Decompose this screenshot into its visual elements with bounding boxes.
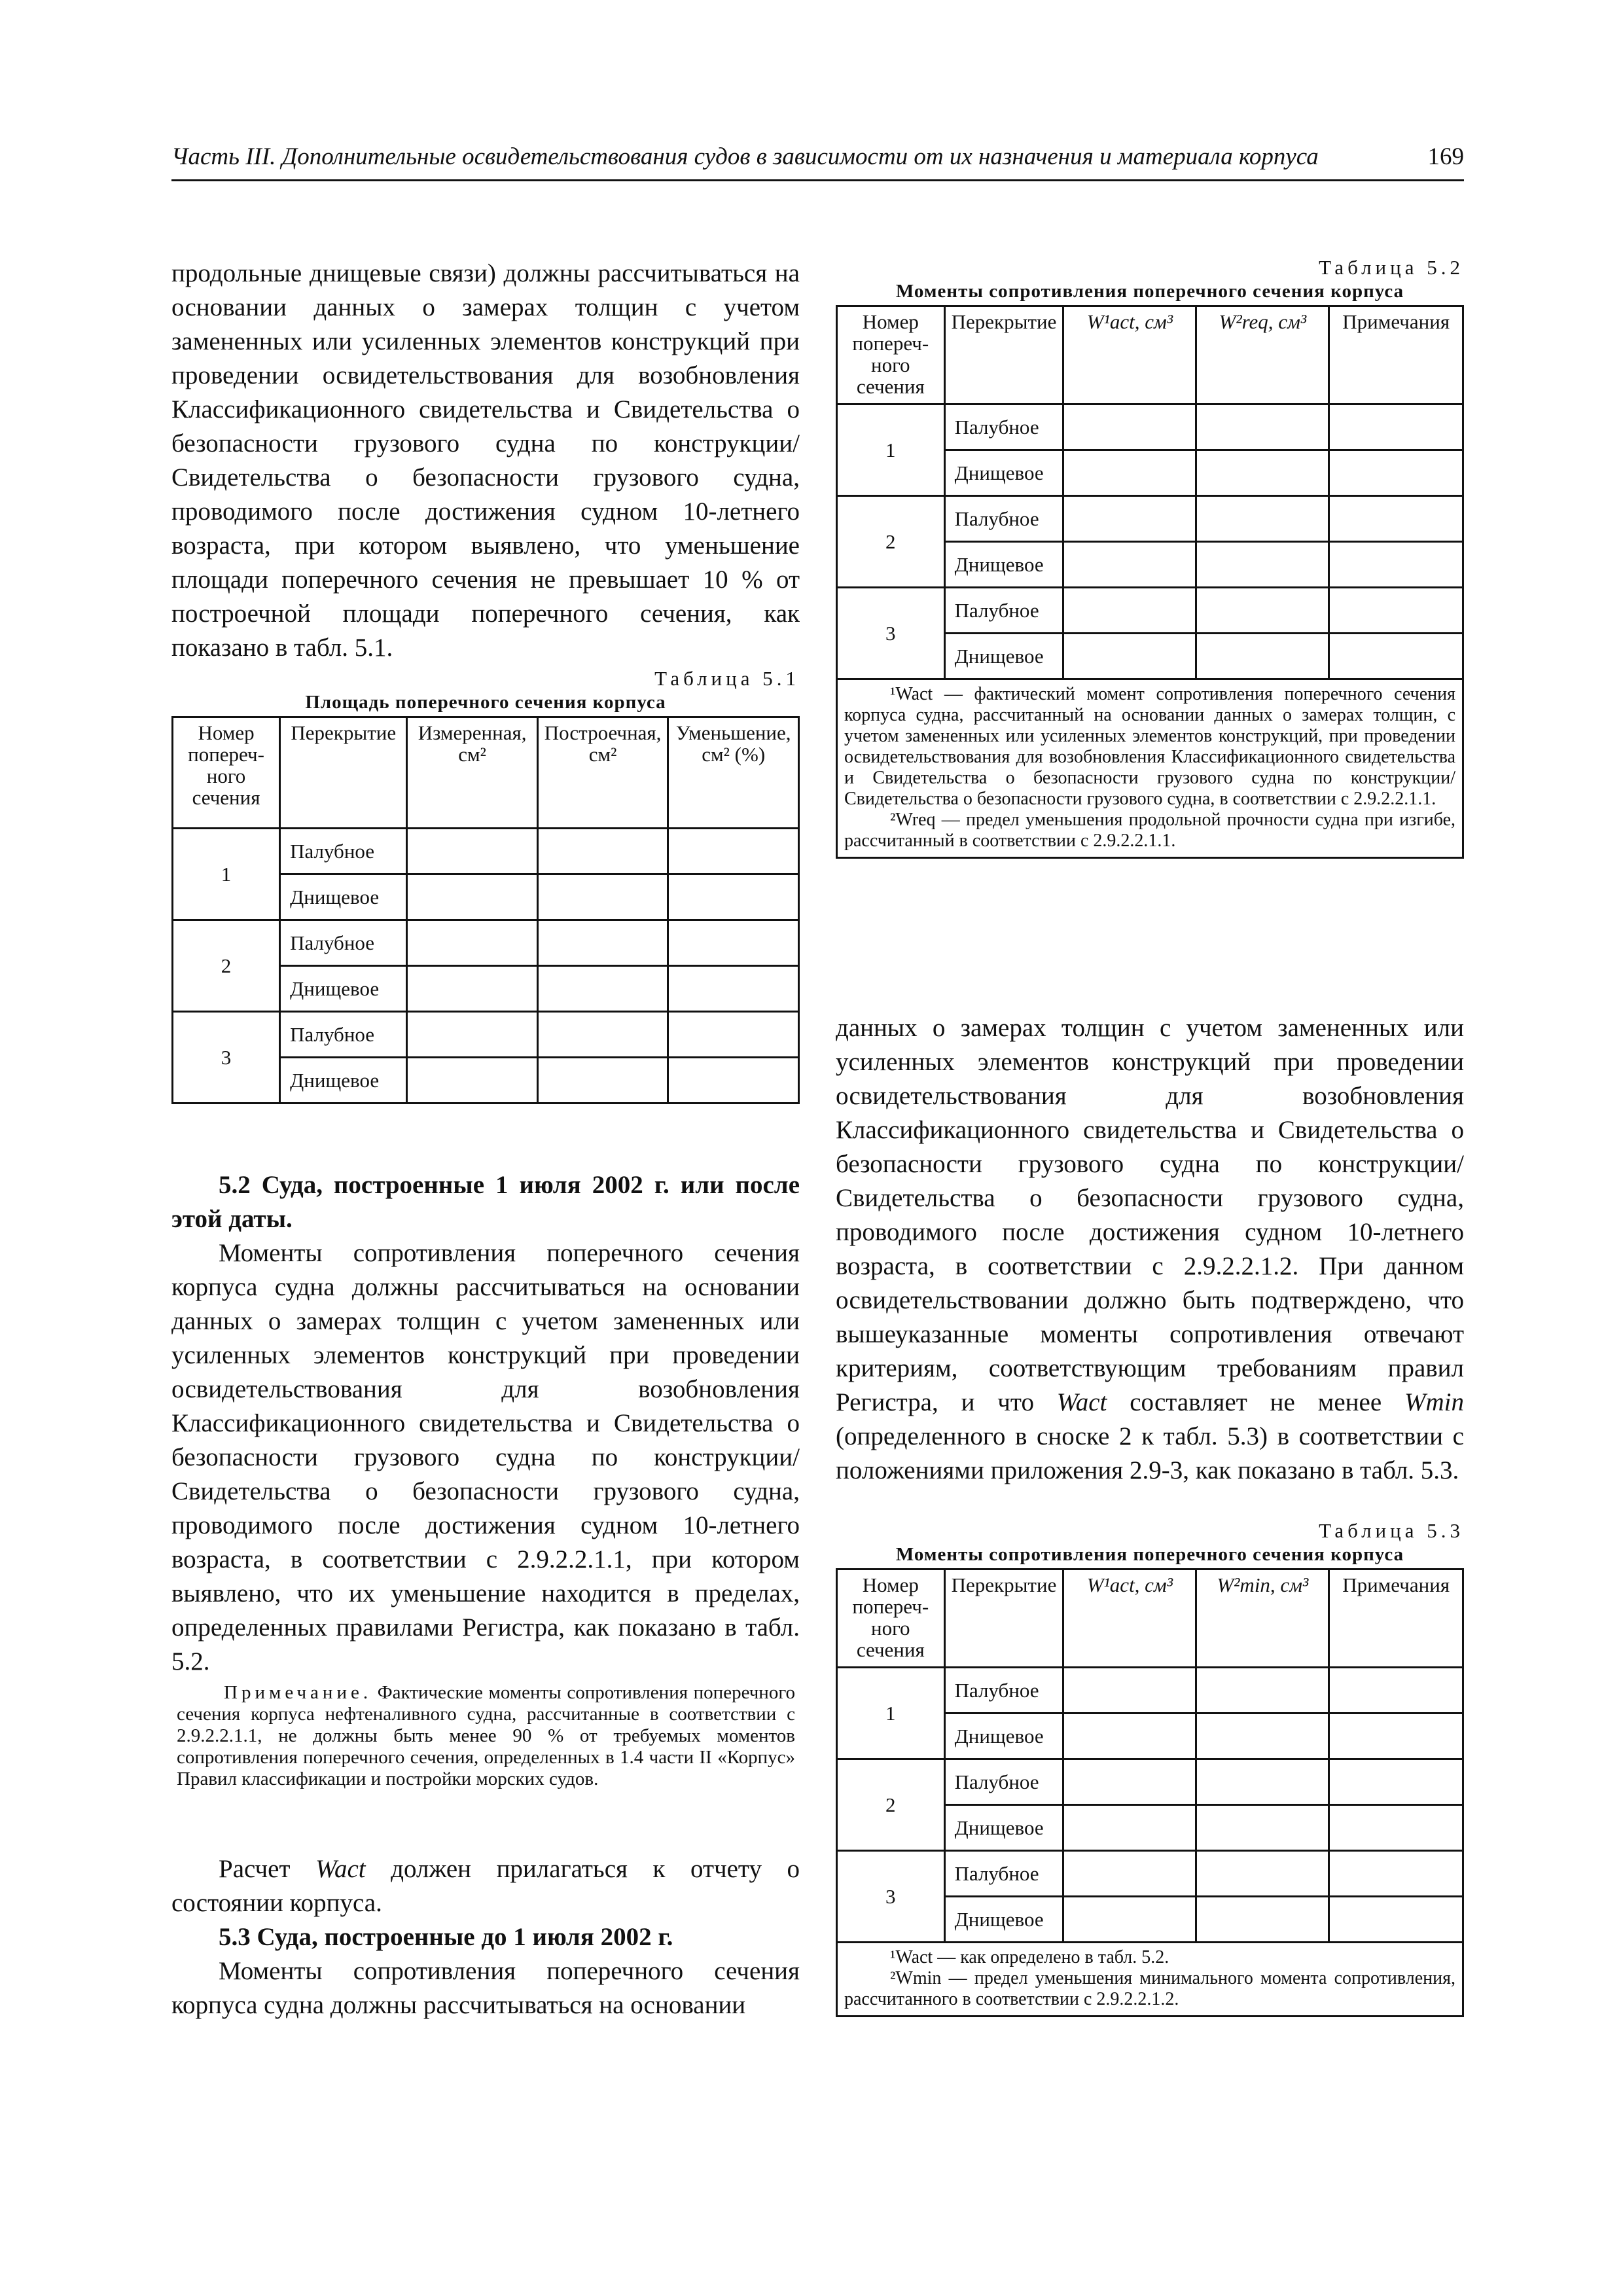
deck-label: Палубное [944,1668,1063,1713]
table-5-3-title: Моменты сопротивления поперечного сечения корпуса [895,1544,1404,1565]
deck-label: Палубное [280,829,407,874]
data-cell [1196,1805,1329,1851]
table-header-cell: W¹act, см³ [1063,306,1196,404]
data-cell [1196,1713,1329,1759]
data-cell [1329,496,1463,542]
data-cell [407,1058,537,1103]
deck-label: Палубное [280,920,407,966]
deck-label: Палубное [944,496,1063,542]
section-heading: 5.2 Суда, построенные 1 июля 2002 г. или после этой даты. [171,1171,800,1233]
footnote-2: ²Wmin — предел уменьшения минимального момента сопротивления, рассчитанного в соответствии с 2.9.2.2.1.2. [844,1968,1455,2009]
table-header-cell: Перекрытие [944,1570,1063,1668]
data-cell [1196,634,1329,679]
table-header-cell: W²req, см³ [1196,306,1329,404]
table-footnotes [837,1943,1463,2017]
data-cell [537,966,668,1012]
continuation-mid: составляет не менее [1107,1388,1404,1416]
data-cell [1063,404,1196,450]
data-cell [1063,1668,1196,1713]
wact-symbol: Wact [1056,1388,1107,1416]
continuation-post: (определенного в сноске 2 к табл. 5.3) в соответствии с положениями приложения 2.9-3, как показано в табл. 5.3. [836,1422,1464,1484]
data-cell [537,920,668,966]
note-text: Фактические моменты сопротивления поперечного сечения корпуса нефтеналивного судна, рассчитанные в соответствии с 2.9.2.2.1.1, не должны быть менее 90 % от требуемых моментов сопротивления поперечного сечения, определенных в 1.4 части II «Корпус» Правил классификации и постройки морских судов. [177,1682,795,1789]
data-cell [668,874,799,920]
table-header-cell: W¹act, см³ [1063,1570,1196,1668]
table-5-3-block [836,1518,1464,2017]
deck-label: Палубное [944,588,1063,634]
table-5-3 [836,1568,1464,2017]
footnote-2: ²Wreq — предел уменьшения продольной прочности судна при изгибе, рассчитанный в соответствии с 2.9.2.2.1.1. [844,810,1455,851]
data-cell [1063,634,1196,679]
section-number: 3 [837,588,945,679]
table-footnotes [837,679,1463,858]
running-header-title: Часть III. Дополнительные освидетельствования судов в зависимости от их назначения и материала корпуса [171,143,1319,170]
running-header [171,143,1464,181]
calc-pre: Расчет [219,1855,316,1883]
deck-label: Днищевое [280,1058,407,1103]
section-number: 3 [837,1851,945,1943]
table-header-cell: Примечания [1329,306,1463,404]
data-cell [1063,496,1196,542]
data-cell [407,874,537,920]
table-5-2-number: Таблица 5.2 [1319,256,1464,279]
page-number: 169 [1427,143,1464,170]
continuation-paragraph [836,1011,1464,1488]
data-cell [1329,1668,1463,1713]
data-cell [1063,1897,1196,1943]
deck-label: Днищевое [944,634,1063,679]
table-header-cell: Перекрытие [944,306,1063,404]
data-cell [1329,588,1463,634]
table-5-1-block [171,666,800,1104]
data-cell [407,829,537,874]
data-cell [407,1012,537,1058]
table-header-cell: Номер попереч-ного сечения [837,1570,945,1668]
footnote-1: ¹Wact — как определено в табл. 5.2. [890,1947,1169,1967]
data-cell [537,829,668,874]
table-5-2-title: Моменты сопротивления поперечного сечения корпуса [895,281,1404,302]
table-header-cell: Перекрытие [280,717,407,829]
section-number: 1 [837,1668,945,1759]
note-label: Примечание. [224,1682,372,1703]
table-header-cell: Уменьшение, см² (%) [668,717,799,829]
table-5-1-title: Площадь поперечного сечения корпуса [305,692,666,713]
data-cell [537,874,668,920]
section-number: 1 [173,829,280,920]
data-cell [668,966,799,1012]
data-cell [1063,1805,1196,1851]
data-cell [1329,542,1463,588]
data-cell [407,966,537,1012]
data-cell [1196,1851,1329,1897]
deck-label: Днищевое [944,1713,1063,1759]
footnote-1: ¹Wact — фактический момент сопротивления поперечного сечения корпуса судна, рассчитанный на основании данных о замерах толщин, с учетом замененных или усиленных элементов конструкций, при проведении освидетельствования для возобновления Классификационного свидетельства и Свидетельства о безопасности грузового судна по конструкции/ Свидетельства о безопасности грузового судна, в соответствии с 2.9.2.2.1.1. [844,684,1455,809]
data-cell [1063,1713,1196,1759]
deck-label: Днищевое [280,966,407,1012]
deck-label: Палубное [280,1012,407,1058]
table-header-cell: W²min, см³ [1196,1570,1329,1668]
deck-label: Палубное [944,1851,1063,1897]
wact-symbol: Wact [315,1855,366,1883]
deck-label: Днищевое [944,1805,1063,1851]
data-cell [1063,450,1196,496]
section-number: 2 [173,920,280,1012]
table-header-cell: Номер попереч-ного сечения [837,306,945,404]
data-cell [1196,496,1329,542]
table-5-1 [171,716,800,1104]
data-cell [1196,450,1329,496]
table-5-2-block [836,255,1464,859]
calc-post: должен прилагаться к отчету о состоянии корпуса. [171,1855,800,1917]
table-header-cell: Номер попереч-ного сечения [173,717,280,829]
data-cell [1196,588,1329,634]
section-heading: 5.3 Суда, построенные до 1 июля 2002 г. [219,1923,673,1951]
calc-paragraph [171,1852,800,1920]
table-5-1-number: Таблица 5.1 [654,667,800,690]
section-number: 2 [837,1759,945,1851]
right-column-text [836,1011,1464,1488]
deck-label: Палубное [944,1759,1063,1805]
section-5-2 [171,1168,800,1679]
data-cell [1196,404,1329,450]
data-cell [1329,1897,1463,1943]
data-cell [1329,1851,1463,1897]
table-5-3-number: Таблица 5.3 [1319,1519,1464,1542]
data-cell [1329,450,1463,496]
data-cell [1196,1668,1329,1713]
data-cell [668,1058,799,1103]
section-paragraph: Моменты сопротивления поперечного сечения корпуса судна должны рассчитываться на основании данных о замерах толщин с учетом замененных или усиленных элементов конструкций при проведении освидетельствования для возобновления Классификационного свидетельства и Свидетельства о безопасности грузового судна по конструкции/ Свидетельства о безопасности грузового судна, проводимого после достижения судном 10-летнего возраста, в соответствии с 2.9.2.2.1.1, при котором выявлено, что их уменьшение находится в пределах, определенных правилами Регистра, как показано в табл. 5.2. [171,1239,800,1676]
deck-label: Днищевое [280,874,407,920]
data-cell [1329,1805,1463,1851]
deck-label: Днищевое [944,450,1063,496]
data-cell [668,920,799,966]
deck-label: Днищевое [944,542,1063,588]
data-cell [1329,404,1463,450]
data-cell [1196,542,1329,588]
data-cell [1329,1759,1463,1805]
left-column-intro [171,257,800,665]
data-cell [1063,588,1196,634]
note-block [177,1682,795,1790]
data-cell [537,1012,668,1058]
section-number: 1 [837,404,945,496]
section-number: 3 [173,1012,280,1103]
data-cell [1063,1759,1196,1805]
data-cell [537,1058,668,1103]
table-5-2 [836,305,1464,859]
section-5-3 [171,1852,800,2022]
deck-label: Палубное [944,404,1063,450]
intro-paragraph: продольные днищевые связи) должны рассчитываться на основании данных о замерах толщин с учетом замененных или усиленных элементов конструкций при проведении освидетельствования для возобновления Классификационного свидетельства и Свидетельства о безопасности грузового судна по конструкции/Свидетельства о безопасности грузового судна, проводимого после достижения судном 10-летнего возраста, при котором выявлено, что уменьшение площади поперечного сечения не превышает 10 % от построечной площади поперечного сечения, как показано в табл. 5.1. [171,259,800,662]
data-cell [1196,1897,1329,1943]
section-number: 2 [837,496,945,588]
section-paragraph: Моменты сопротивления поперечного сечения корпуса судна должны рассчитываться на основании [171,1957,800,2019]
table-header-cell: Измеренная, см² [407,717,537,829]
wmin-symbol: Wmin [1404,1388,1464,1416]
data-cell [668,1012,799,1058]
data-cell [1329,634,1463,679]
table-header-cell: Построечная, см² [537,717,668,829]
data-cell [1063,1851,1196,1897]
table-header-cell: Примечания [1329,1570,1463,1668]
data-cell [668,829,799,874]
data-cell [1196,1759,1329,1805]
deck-label: Днищевое [944,1897,1063,1943]
data-cell [407,920,537,966]
data-cell [1063,542,1196,588]
continuation-pre: данных о замерах толщин с учетом замененных или усиленных элементов конструкций при проведении освидетельствования для возобновления Классификационного свидетельства и Свидетельства о безопасности грузового судна по конструкции/ Свидетельства о безопасности грузового судна, проводимого после достижения судном 10-летнего возраста, в соответствии с 2.9.2.2.1.2. При данном освидетельствовании должно быть подтверждено, что вышеуказанные моменты сопротивления отвечают критериям, соответствующим требованиям правил Регистра, и что [836,1014,1464,1416]
data-cell [1329,1713,1463,1759]
